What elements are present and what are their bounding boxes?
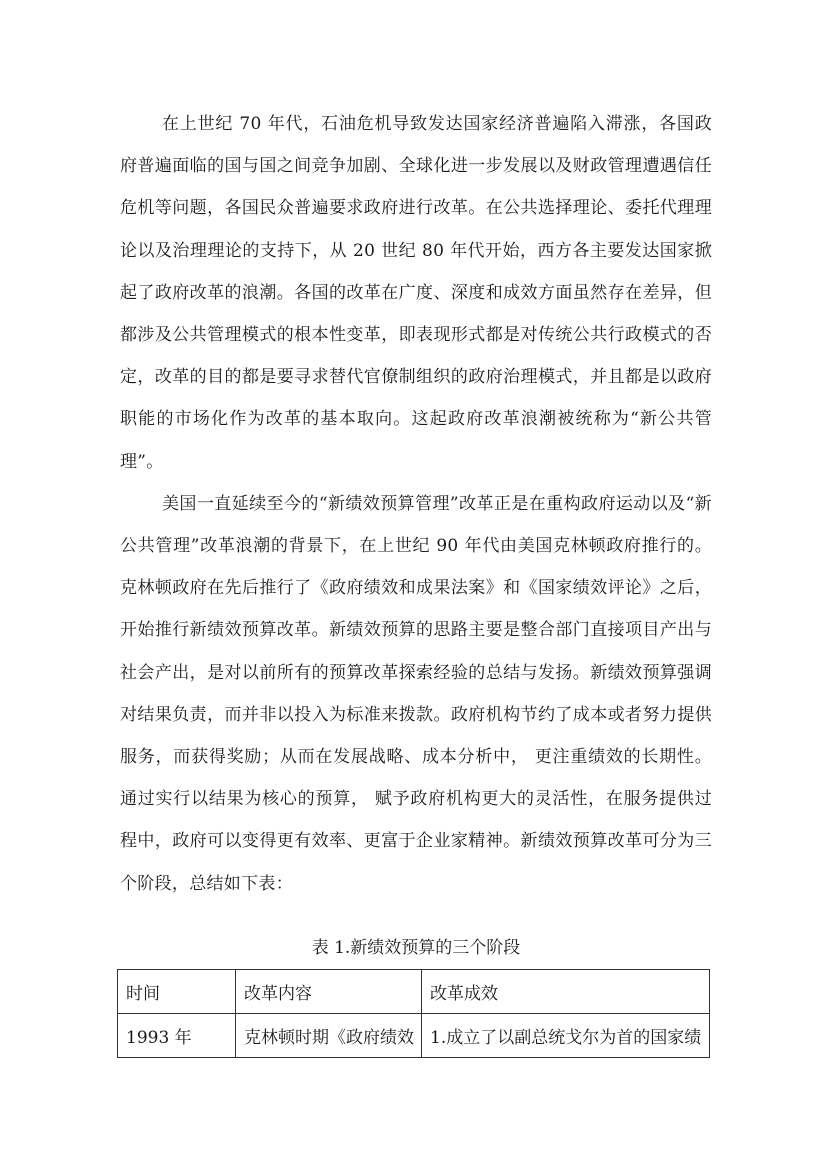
paragraph-1: 在上世纪 70 年代，石油危机导致发达国家经济普遍陷入滞涨，各国政府普遍面临的国与国之间竞争加剧、全球化进一步发展以及财政管理遭遇信任危机等问题，各国民众普遍要求政府进行改革。在公共选择理论、委托代理理论以及治理理论的支持下，从 20 世纪 80 年代开始，西方各主要发达国家掀起了政府改革的浪潮。各国的改革在广度、深度和成效方面虽然存在差异，但都涉及公共管理模式的根本性变革，即表现形式都是对传统公共行政模式的否定，改革的目的都是要寻求替代官僚制组织的政府治理模式，并且都是以政府职能的市场化作为改革的基本取向。这起政府改革浪潮被统称为“新公共管理”。 <box>120 114 712 472</box>
header-content: 改革内容 <box>236 970 422 1014</box>
cell-time: 1993 年 <box>118 1014 236 1058</box>
table-row <box>118 1014 710 1058</box>
header-time: 时间 <box>118 970 236 1014</box>
table-header-row <box>118 970 710 1014</box>
paragraph-2: 美国一直延续至今的“新绩效预算管理”改革正是在重构政府运动以及“新公共管理”改革浪潮的背景下，在上世纪 90 年代由美国克林顿政府推行的。克林顿政府在先后推行了《政府绩效和成果法案》和《国家绩效评论》之后，开始推行新绩效预算改革。新绩效预算的思路主要是整合部门直接项目产出与社会产出，是对以前所有的预算改革探索经验的总结与发扬。新绩效预算强调对结果负责，而并非以投入为标准来拨款。政府机构节约了成本或者努力提供服务，而获得奖励；从而在发展战略、成本分析中， 更注重绩效的长期性。通过实行以结果为核心的预算， 赋予政府机构更大的灵活性，在服务提供过程中，政府可以变得更有效率、更富于企业家精神。新绩效预算改革可分为三个阶段，总结如下表： <box>120 493 712 894</box>
table-caption: 表 1.新绩效预算的三个阶段 <box>311 938 521 958</box>
stages-table <box>117 969 710 1058</box>
body-text <box>120 103 712 905</box>
cell-content: 克林顿时期《政府绩效 <box>236 1014 422 1058</box>
cell-result: 1.成立了以副总统戈尔为首的国家绩 <box>422 1014 710 1058</box>
header-result: 改革成效 <box>422 970 710 1014</box>
